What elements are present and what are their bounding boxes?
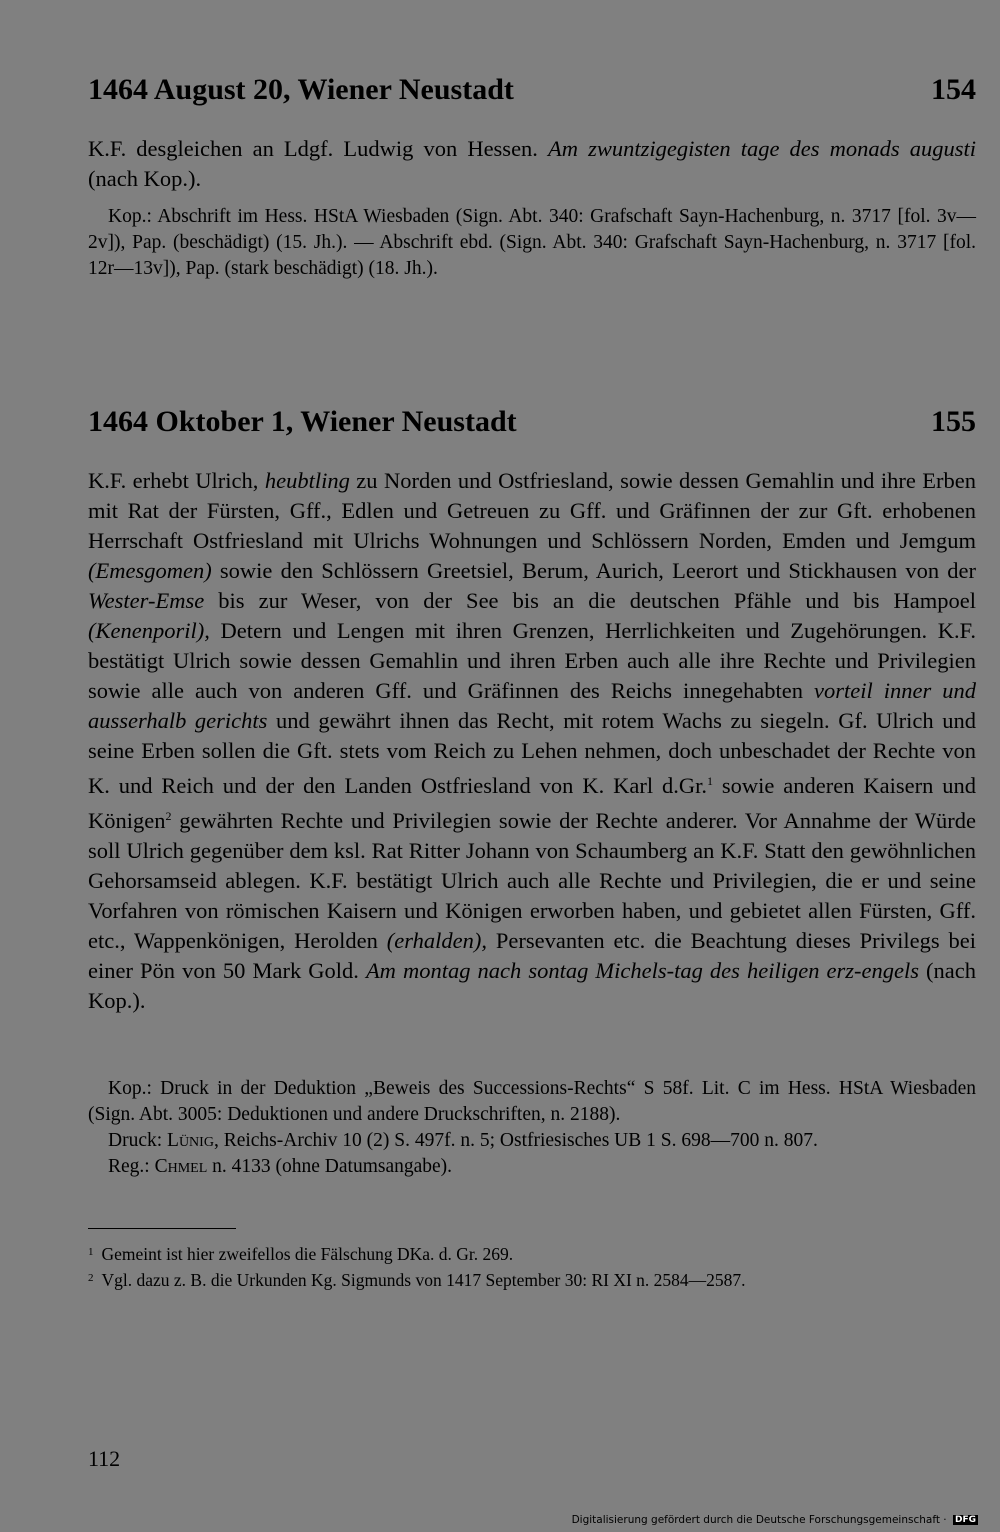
text-part: (nach Kop.). <box>88 166 202 191</box>
footnote <box>88 1240 976 1266</box>
text-part: K.F. desgleichen an Ldgf. Ludwig von Hessen. <box>88 136 549 161</box>
section-heading-154 <box>88 72 976 108</box>
text-part: K.F. erhebt Ulrich, <box>88 468 265 493</box>
dfg-logo: DFG <box>954 1515 976 1525</box>
quote-italic: Am zwuntzigegisten tage des monads augusti <box>548 136 976 161</box>
regest-text-154 <box>88 134 976 194</box>
apparatus-rest: , Reichs-Archiv 10 (2) S. 497f. n. 5; Ostfriesisches UB 1 S. 698—700 n. 807. <box>213 1130 818 1151</box>
apparatus-line: Kop.: Abschrift im Hess. HStA Wiesbaden (Sign. Abt. 340: Grafschaft Sayn-Hachenburg, n. 3717 [fol. 3v—2v]), Pap. (beschädigt) (15. Jh.). — Abschrift ebd. (Sign. Abt. 340: Grafschaft Sayn-Hachenburg, n. 3717 [fol. 12r—13v]), Pap. (stark beschädigt) (18. Jh.). <box>88 206 976 279</box>
text-part: Detern und Lengen mit ihren Grenzen, Herrlichkeiten und Zugehörungen. K.F. bestätigt Ulrich sowie dessen Gemahlin und ihren Erben auch alle ihre Rechte und Privilegien sowie alle auch von anderen Gff. und Gräfinnen des Reichs innegehabten <box>88 618 976 703</box>
section-number: 155 <box>931 405 976 438</box>
apparatus-154 <box>88 204 976 282</box>
text-part: sowie den Schlössern Greetsiel, Berum, Aurich, Leerort und Stickhausen von der <box>211 558 976 583</box>
footnote-text: Vgl. dazu z. B. die Urkunden Kg. Sigmunds von 1417 September 30: RI XI n. 2584—2587. <box>101 1270 746 1290</box>
credit-text: Digitalisierung gefördert durch die Deutsche Forschungsgemeinschaft <box>571 1514 940 1526</box>
regest-text-155 <box>88 466 976 1016</box>
page-number: 112 <box>88 1446 121 1471</box>
section-number: 154 <box>931 73 976 106</box>
quote-italic: Am montag nach sontag Michels-tag des heiligen erz-engels <box>365 958 919 983</box>
text-part: sowie anderen Kaisern und Königen <box>88 773 976 833</box>
apparatus-prefix: Reg.: <box>108 1156 155 1177</box>
quote-italic: (Emesgomen) <box>88 558 212 583</box>
apparatus-155 <box>88 1076 976 1180</box>
footnote-mark: 2 <box>88 1272 94 1284</box>
apparatus-line: Kop.: Druck in der Deduktion „Beweis des Successions-Rechts“ S 58f. Lit. C im Hess. HStA Wiesbaden (Sign. Abt. 3005: Deduktionen und andere Druckschriften, n. 2188). <box>88 1078 976 1125</box>
apparatus-rest: n. 4133 (ohne Datumsangabe). <box>207 1156 453 1177</box>
quote-italic: Wester-Emse <box>88 588 205 613</box>
text-part: zu Norden und Ostfriesland, sowie dessen Gemahlin und ihre Erben mit Rat der Fürsten, Gff., Edlen und Getreuen zu Gff. und Gräfinnen der zur Gft. erhobenen Herrschaft Ostfriesland mit Ulrichs Wohnungen und Schlössern Norden, Emden und Jemgum <box>88 468 976 553</box>
quote-italic: (Kenenporil), <box>88 618 210 643</box>
section-title: 1464 Oktober 1, Wiener Neustadt <box>88 405 517 438</box>
credit-line: Digitalisierung gefördert durch die Deutsche Forschungsgemeinschaft · DFG <box>571 1514 976 1526</box>
text-part: (nach Kop.). <box>88 958 977 1013</box>
quote-italic: heubtling <box>264 468 350 493</box>
section-title: 1464 August 20, Wiener Neustadt <box>88 73 514 106</box>
text-part: Persevanten etc. die Beachtung dieses Privilegs bei einer Pön von 50 Mark Gold. <box>88 928 976 983</box>
footnote-mark: 1 <box>88 1246 94 1258</box>
text-part: und gewährt ihnen das Recht, mit rotem Wachs zu siegeln. Gf. Ulrich und seine Erben sollen die Gft. stets vom Reich zu Lehen nehmen, doch unbeschadet der Rechte von K. und Reich und der den Landen Ostfriesland von K. Karl d.Gr. <box>88 708 976 798</box>
footnotes <box>88 1240 976 1292</box>
footnote-divider <box>88 1228 236 1229</box>
section-heading-155 <box>88 404 976 440</box>
footnote-ref[interactable]: 1 <box>706 774 713 788</box>
footnote-ref[interactable]: 2 <box>165 809 172 823</box>
author-name: Chmel <box>154 1156 208 1177</box>
text-part: bis zur Weser, von der See bis an die deutschen Pfähle und bis Hampoel <box>204 588 976 613</box>
quote-italic: vorteil inner und ausserhalb gerichts <box>88 678 976 733</box>
text-part: gewährten Rechte und Privilegien sowie der Rechte anderer. Vor Annahme der Würde soll Ulrich gegenüber dem ksl. Rat Ritter Johann von Schaumberg an K.F. Statt den gewöhnlichen Gehorsamseid ablegen. K.F. bestätigt Ulrich auch alle Rechte und Privilegien, die er und seine Vorfahren von römischen Kaisern und Königen erworben haben, und gebietet allen Fürsten, Gff. etc., Wappenkönigen, Herolden <box>88 808 976 953</box>
footnote <box>88 1266 976 1292</box>
quote-italic: (erhalden), <box>386 928 487 953</box>
apparatus-prefix: Druck: <box>108 1130 168 1151</box>
footnote-text: Gemeint ist hier zweifellos die Fälschung DKa. d. Gr. 269. <box>101 1244 514 1264</box>
apparatus-line <box>88 1128 976 1154</box>
author-name: Lünig <box>167 1130 214 1151</box>
apparatus-line <box>88 1154 976 1180</box>
